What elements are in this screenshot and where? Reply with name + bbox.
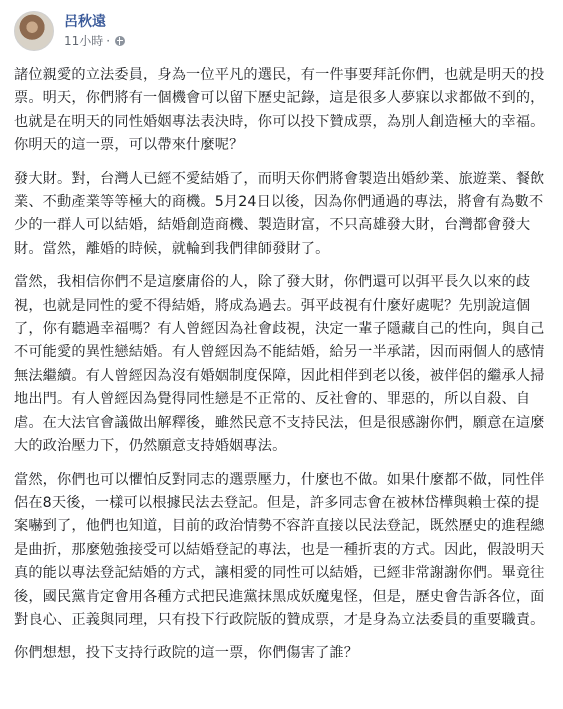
post-paragraph: 你們想想，投下支持行政院的這一票，你們傷害了誰？ [14, 645, 359, 662]
post-header [14, 9, 125, 53]
post-timestamp[interactable]: 11小時 [64, 34, 104, 48]
post-timestamp-row [64, 33, 125, 49]
post-paragraph: 當然，你們也可以懼怕反對同志的選票壓力，什麼也不做。如果什麼都不做，同性伴侶在8天後，一樣可以根據民法去登記。但是，許多同志會在被林岱樺與賴士葆的提案嚇到了，他們也知道，目前的政治情勢不容許直接以民法登記，既然歷史的進程總是曲折，那麼勉強接受可以結婚登記的專法，也是一種折衷的方式。因此，假設明天真的能以專法登記結婚的方式，讓相愛的同性可以結婚，已經非常謝謝你們。畢竟往後，國民黨肯定會用各種方式把民進黨抹黑成妖魔鬼怪，但是，歷史會告訴各位，面對良心、正義與同理，只有投下行政院版的贊成票，才是身為立法委員的重要職責。 [14, 471, 545, 628]
separator-dot: · [106, 34, 111, 48]
post-paragraph: 諸位親愛的立法委員，身為一位平凡的選民，有一件事要拜託你們，也就是明天的投票。明天，你們將有一個機會可以留下歷史記錄，這是很多人夢寐以求都做不到的，也就是在明天的同性婚姻專法表決時，你可以投下贊成票，為別人創造極大的幸福。你明天的這一票，可以帶來什麼呢？ [14, 67, 545, 154]
post-body [14, 64, 552, 676]
post-meta [64, 13, 125, 49]
post-paragraph: 當然，我相信你們不是這麼庸俗的人，除了發大財，你們還可以弭平長久以來的歧視，也就是同性的愛不得結婚，將成為過去。弭平歧視有什麼好處呢？先別說這個了，你有聽過幸福嗎？有人曾經因為社會歧視，決定一輩子隱藏自己的性向，與自己不可能愛的異性戀結婚。有人曾經因為不能結婚，給另一半承諾，因而兩個人的感情無法繼續。有人曾經因為沒有婚姻制度保障，因此相伴到老以後，被伴侶的繼承人掃地出門。有人曾經因為覺得同性戀是不正常的、反社會的、罪惡的，所以自殺、自虐。在大法官會議做出解釋後，雖然民意不支持民法，但是很感謝你們，願意在這麼大的政治壓力下，仍然願意支持婚姻專法。 [14, 274, 545, 455]
globe-icon[interactable] [115, 36, 125, 46]
avatar[interactable] [14, 11, 54, 51]
post-paragraph: 發大財。對，台灣人已經不愛結婚了，而明天你們將會製造出婚紗業、旅遊業、餐飲業、不動產業等等極大的商機。5月24日以後，因為你們通過的專法，將會有為數不少的一群人可以結婚，結婚創造商機、製造財富，不只高雄發大財，台灣都會發大財。當然，離婚的時候，就輪到我們律師發財了。 [14, 170, 545, 257]
author-name[interactable]: 呂秋遠 [64, 14, 106, 30]
